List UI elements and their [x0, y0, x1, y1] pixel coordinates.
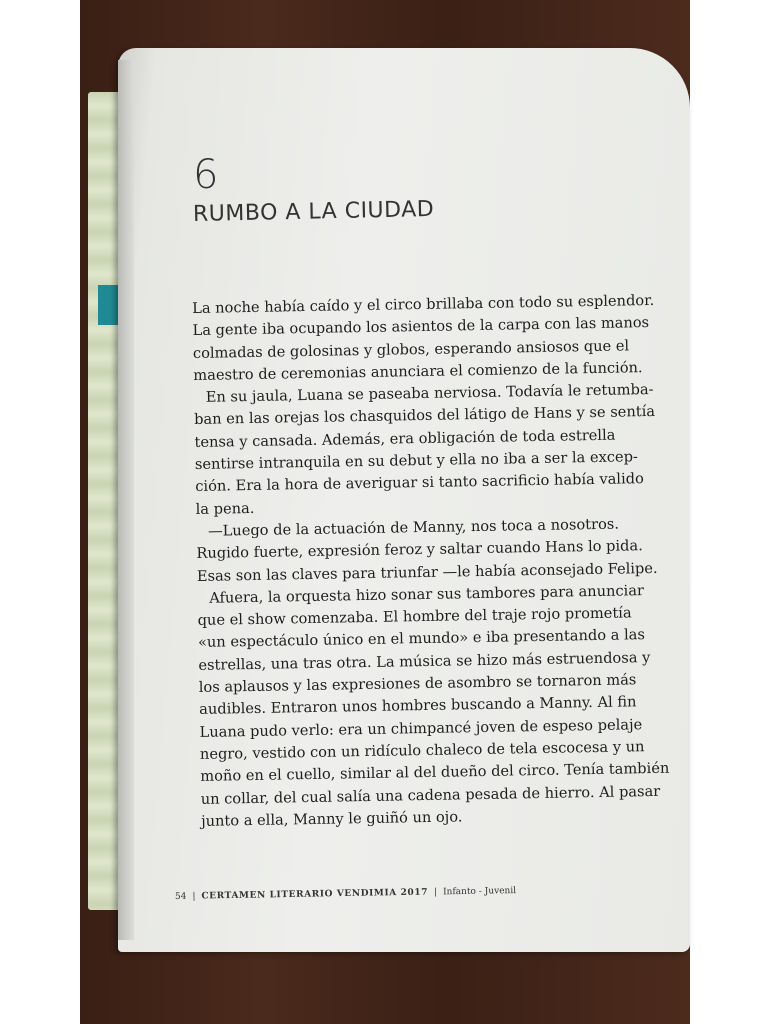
text-line: ción. Era la hora de averiguar si tanto sacrificio había valido [195, 470, 644, 496]
text-line: la pena. [195, 499, 255, 518]
text-line: En su jaula, Luana se paseaba nerviosa. Todavía le retumba- [205, 381, 654, 406]
chapter-number: 6 [193, 152, 219, 198]
chapter-body-text [192, 290, 670, 833]
text-line: estrellas, una tras otra. La música se hizo más estruendosa y [198, 648, 651, 674]
text-line: maestro de ceremonias anunciara el comienzo de la función. [193, 359, 643, 384]
text-line: Luana pudo verlo: era un chimpancé joven de espeso pelaje [199, 715, 643, 741]
text-line: moño en el cuello, similar al del dueño del circo. Tenía también [200, 759, 670, 786]
page-gutter-shadow [118, 60, 134, 940]
text-line: «un espectáculo único en el mundo» e iba presentando a las [197, 626, 646, 652]
text-line: colmadas de golosinas y globos, esperando ansiosos que el [192, 336, 630, 362]
page-number: 54 [174, 891, 187, 902]
text-line: sentirse intranquila en su debut y ella no iba a ser la excep- [194, 448, 639, 474]
text-line: —Luego de la actuación de Manny, nos toca a nosotros. [207, 515, 620, 540]
text-line: un collar, del cual salía una cadena pesada de hierro. Al pasar [200, 782, 661, 808]
text-line: tensa y cansada. Además, era obligación de toda estrella [194, 426, 616, 451]
text-line: La gente iba ocupando los asientos de la carpa con las manos [192, 314, 650, 340]
text-line: que el show comenzaba. El hombre del traje rojo prometía [197, 604, 632, 630]
chapter-title: RUMBO A LA CIUDAD [192, 196, 435, 227]
text-line: Rugido fuerte, expresión feroz y saltar cuando Hans lo pida. [196, 537, 643, 563]
footer-separator: | [433, 887, 438, 898]
text-line: junto a ella, Manny le guiñó un ojo. [200, 808, 463, 830]
book-category: Infanto - Juvenil [442, 886, 517, 898]
text-line: La noche había caído y el circo brillaba con todo su esplendor. [192, 291, 655, 317]
text-line: los aplausos y las expresiones de asombro se tornaron más [198, 671, 637, 696]
text-line: Esas son las claves para triunfar —le había aconsejado Felipe. [196, 559, 658, 585]
footer-separator: | [192, 891, 196, 902]
book-title: CERTAMEN LITERARIO VENDIMIA 2017 [201, 887, 429, 902]
text-line: ban en las orejas los chasquidos del látigo de Hans y se sentía [193, 403, 656, 429]
text-line: Afuera, la orquesta hizo sonar sus tambores para anunciar [209, 582, 645, 607]
text-line: negro, vestido con un ridículo chaleco de tela escocesa y un [199, 738, 645, 763]
text-line: audibles. Entraron unos hombres buscando a Manny. Al fin [199, 693, 637, 719]
